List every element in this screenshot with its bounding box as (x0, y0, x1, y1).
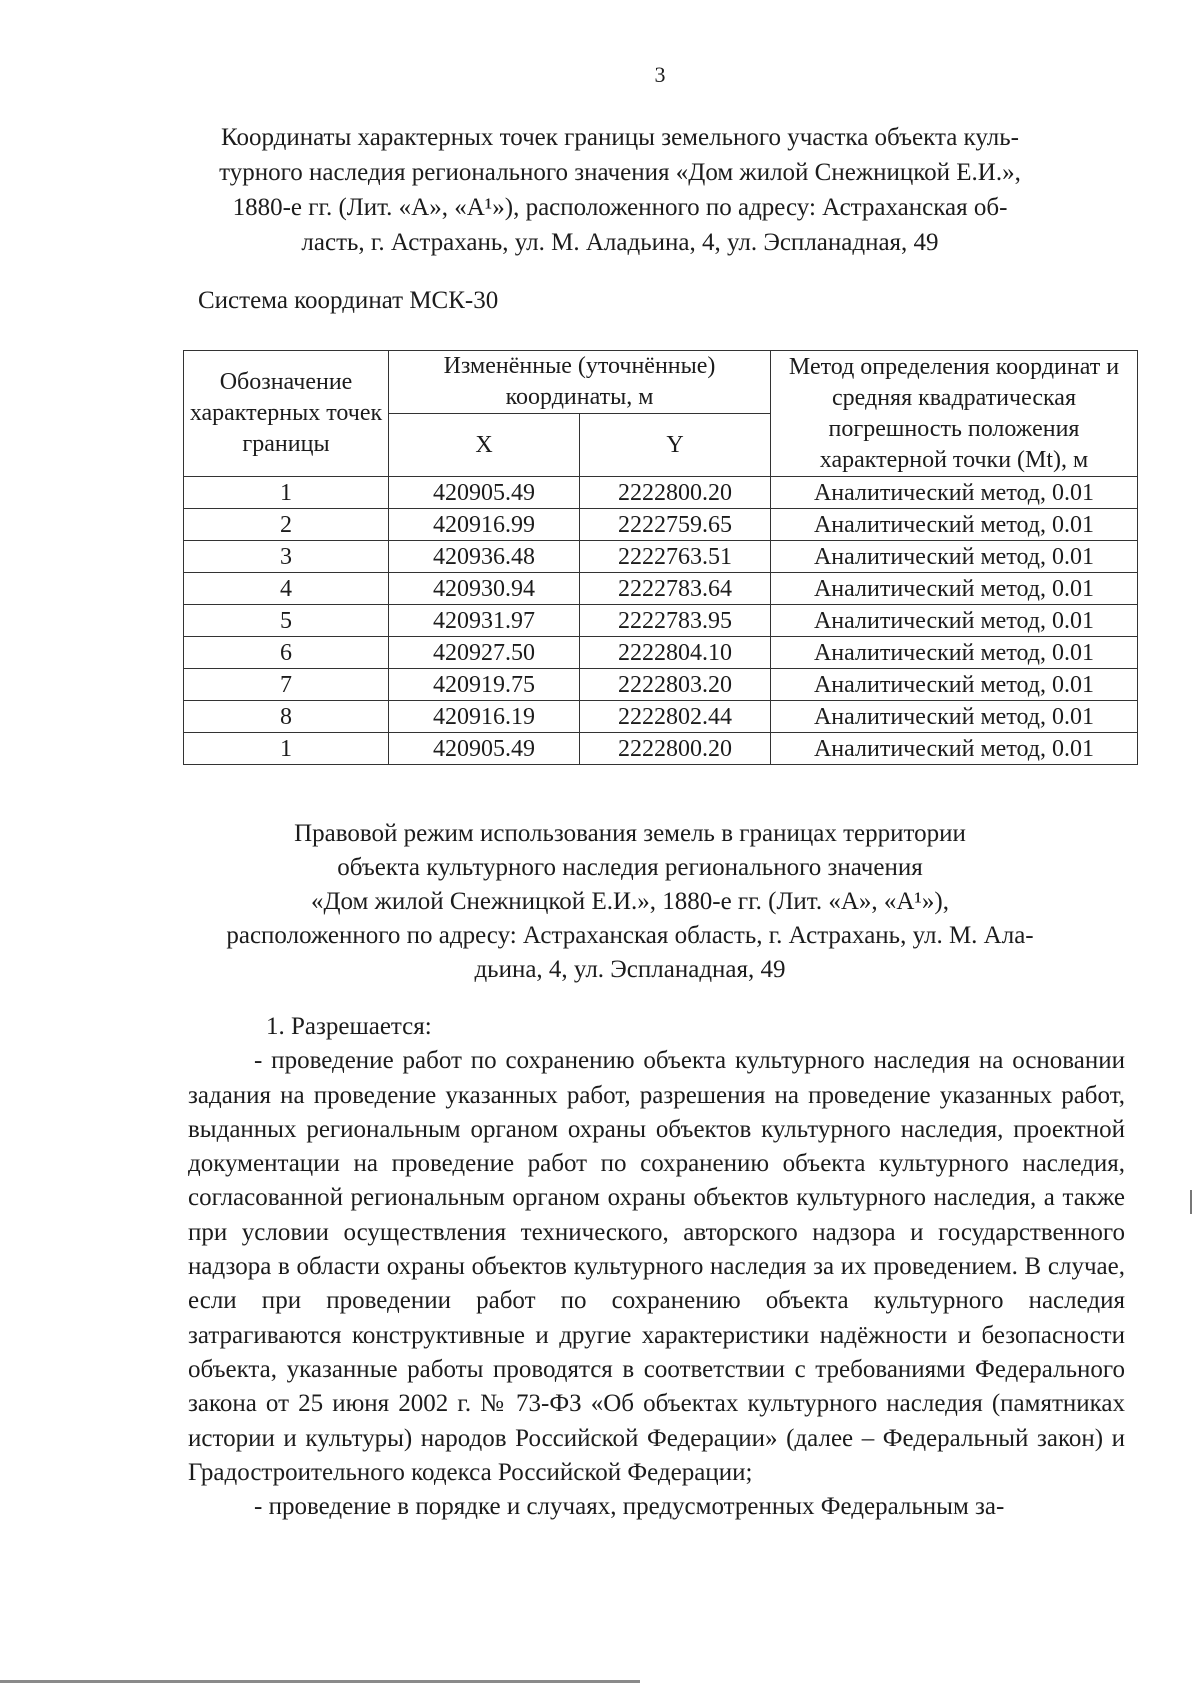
regime-title-line: дьина, 4, ул. Эспланадная, 49 (474, 956, 786, 983)
table-row (184, 605, 1138, 637)
cell-point-id: 1 (184, 477, 389, 509)
paragraph: - проведение работ по сохранению объекта культурного наследия на основании задания на проведение указанных работ, разрешения на проведение указанных работ, выданных региональным органом охраны объектов культурного наследия, проектной документации на проведение работ по сохранению объекта культурного наследия, согласованной региональным органом охраны объектов культурного наследия, а также при условии осуществления технического, авторского надзора и государственного надзора в области охраны объектов культурного наследия за их проведением. В случае, если при проведении работ по сохранению объекта культурного наследия затрагиваются конструктивные и другие характеристики надёжности и безопасности объекта, указанные работы проводятся в соответствии с требованиями Федерального закона от 25 июня 2002 г. № 73-ФЗ «Об объектах культурного наследия (памятниках истории и культуры) народов Российской Федерации» (далее – Федеральный закон) и Градостроительного кодекса Российской Федерации; (188, 1047, 1125, 1486)
cell-x: 420905.49 (389, 733, 580, 765)
title-line: турного наследия регионального значения «Дом жилой Снежницкой Е.И.», (219, 159, 1021, 186)
cell-method: Аналитический метод, 0.01 (771, 477, 1138, 509)
cell-y: 2222800.20 (580, 477, 771, 509)
coordinates-table (183, 350, 1138, 765)
cell-y: 2222800.20 (580, 733, 771, 765)
regime-title-line: «Дом жилой Снежницкой Е.И.», 1880-е гг. (Лит. «А», «А¹»), (310, 888, 950, 915)
header-y: Y (580, 414, 771, 477)
cell-x: 420936.48 (389, 541, 580, 573)
cell-point-id: 6 (184, 637, 389, 669)
cell-point-id: 2 (184, 509, 389, 541)
document-title (180, 120, 1060, 260)
table-row (184, 541, 1138, 573)
cell-y: 2222804.10 (580, 637, 771, 669)
title-line: ласть, г. Астрахань, ул. М. Аладьина, 4, ул. Эспланадная, 49 (301, 229, 939, 256)
cell-x: 420905.49 (389, 477, 580, 509)
cell-x: 420931.97 (389, 605, 580, 637)
cell-y: 2222783.64 (580, 573, 771, 605)
cell-y: 2222783.95 (580, 605, 771, 637)
page-number: 3 (654, 62, 666, 87)
header-x: X (389, 414, 580, 477)
cell-method: Аналитический метод, 0.01 (771, 509, 1138, 541)
cell-x: 420930.94 (389, 573, 580, 605)
cell-x: 420919.75 (389, 669, 580, 701)
table-row (184, 669, 1138, 701)
cell-point-id: 4 (184, 573, 389, 605)
cell-method: Аналитический метод, 0.01 (771, 605, 1138, 637)
cell-point-id: 1 (184, 733, 389, 765)
cell-y: 2222763.51 (580, 541, 771, 573)
header-method: Метод определения координат и средняя квадратическая погрешность положения характерной точки (Mt), м (771, 351, 1138, 477)
cell-point-id: 7 (184, 669, 389, 701)
cell-method: Аналитический метод, 0.01 (771, 701, 1138, 733)
table-row (184, 477, 1138, 509)
cell-y: 2222802.44 (580, 701, 771, 733)
item-heading: 1. Разрешается: (266, 1013, 432, 1040)
regime-title-line: Правовой режим использования земель в границах территории (294, 820, 966, 847)
table-row (184, 573, 1138, 605)
cell-x: 420916.99 (389, 509, 580, 541)
cell-y: 2222803.20 (580, 669, 771, 701)
table-row (184, 637, 1138, 669)
cell-method: Аналитический метод, 0.01 (771, 637, 1138, 669)
table-row (184, 509, 1138, 541)
title-line: 1880-е гг. (Лит. «А», «А¹»), расположенного по адресу: Астраханская об- (232, 194, 1008, 221)
cell-point-id: 3 (184, 541, 389, 573)
coordinate-system-label: Система координат МСК-30 (198, 287, 499, 314)
cell-x: 420927.50 (389, 637, 580, 669)
table-row (184, 701, 1138, 733)
header-coordinates: Изменённые (уточнённые) координаты, м (389, 351, 771, 414)
regime-title-line: расположенного по адресу: Астраханская область, г. Астрахань, ул. М. Ала- (226, 922, 1034, 949)
table-row (184, 733, 1138, 765)
cell-x: 420916.19 (389, 701, 580, 733)
cell-method: Аналитический метод, 0.01 (771, 669, 1138, 701)
title-line: Координаты характерных точек границы земельного участка объекта куль- (221, 124, 1019, 151)
regime-title-line: объекта культурного наследия регионального значения (337, 854, 923, 881)
cell-y: 2222759.65 (580, 509, 771, 541)
cell-point-id: 8 (184, 701, 389, 733)
cell-method: Аналитический метод, 0.01 (771, 733, 1138, 765)
header-point-id: Обозначение характерных точек границы (184, 351, 389, 477)
legal-regime-title (170, 817, 1090, 987)
cell-method: Аналитический метод, 0.01 (771, 573, 1138, 605)
cell-point-id: 5 (184, 605, 389, 637)
paragraph: - проведение в порядке и случаях, предусмотренных Федеральным за- (254, 1493, 1005, 1521)
scan-margin-mark (1190, 1190, 1192, 1214)
scan-bottom-edge (0, 1680, 640, 1683)
body-text (188, 1010, 1125, 1524)
cell-method: Аналитический метод, 0.01 (771, 541, 1138, 573)
